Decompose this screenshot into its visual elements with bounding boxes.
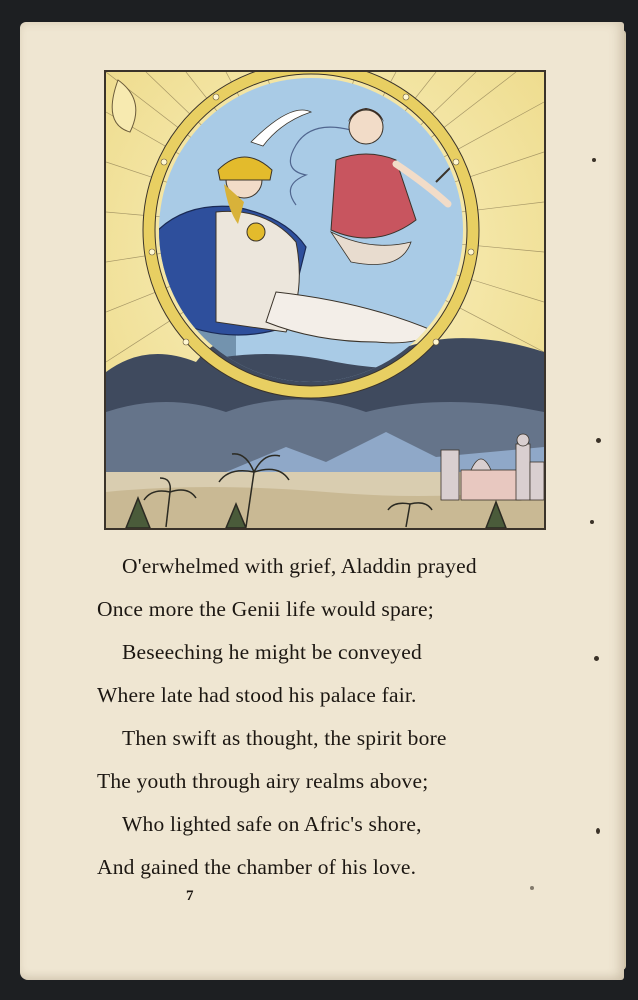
verse-line-2: Once more the Genii life would spare;	[97, 597, 434, 621]
paper-speck	[530, 886, 534, 890]
verse-line-7: Who lighted safe on Afric's shore,	[122, 812, 422, 836]
verse-line-1: O'erwhelmed with grief, Aladdin prayed	[122, 554, 477, 578]
paper-speck	[592, 158, 596, 162]
page-number: 7	[186, 888, 194, 904]
paper-speck	[590, 520, 594, 524]
paper-speck	[596, 828, 600, 834]
verse-line-4: Where late had stood his palace fair.	[97, 683, 417, 707]
paper-speck	[596, 438, 601, 443]
verse-line-3: Beseeching he might be conveyed	[122, 640, 422, 664]
verse-line-8: And gained the chamber of his love.	[97, 855, 417, 879]
verse-line-6: The youth through airy realms above;	[97, 769, 429, 793]
aladdin-genie-illustration	[104, 70, 546, 530]
verse-line-5: Then swift as thought, the spirit bore	[122, 726, 447, 750]
paper-speck	[594, 656, 599, 661]
